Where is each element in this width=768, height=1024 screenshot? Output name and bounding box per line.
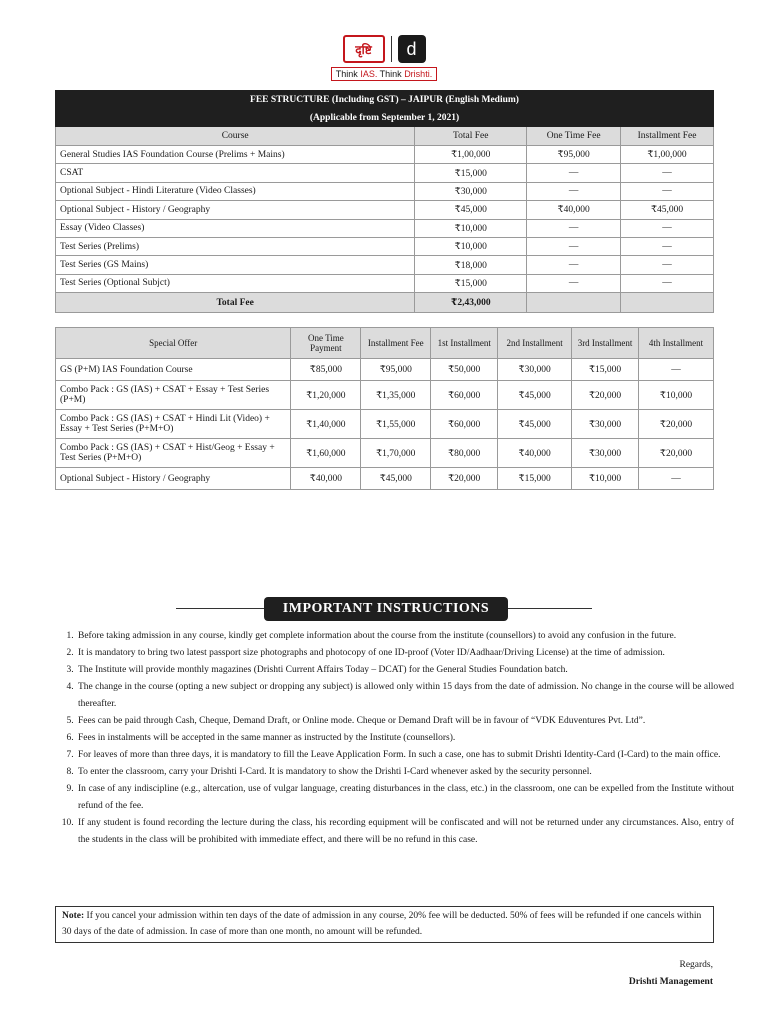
offer-name: Optional Subject - History / Geography bbox=[56, 468, 291, 490]
fee-cell: — bbox=[621, 237, 714, 255]
empty-cell bbox=[527, 293, 621, 313]
fee-cell: ₹10,000 bbox=[415, 237, 527, 255]
note-label: Note: bbox=[62, 911, 85, 921]
special-offer-table bbox=[55, 327, 714, 490]
column-header: One Time Fee bbox=[527, 127, 621, 146]
offer-fee-cell: ₹10,000 bbox=[572, 468, 639, 490]
fee-row bbox=[56, 164, 714, 182]
offer-fee-cell: ₹15,000 bbox=[572, 359, 639, 381]
offer-fee-cell: ₹45,000 bbox=[361, 468, 431, 490]
drishti-d-icon: d bbox=[398, 35, 426, 63]
fee-cell: — bbox=[527, 256, 621, 274]
offer-fee-cell: ₹85,000 bbox=[291, 359, 361, 381]
course-name: Optional Subject - History / Geography bbox=[56, 201, 415, 219]
fee-cell: ₹1,00,000 bbox=[621, 146, 714, 164]
column-header: Total Fee bbox=[415, 127, 527, 146]
fee-row bbox=[56, 256, 714, 274]
tagline-part: IAS. bbox=[360, 69, 378, 79]
offer-fee-cell: ₹20,000 bbox=[431, 468, 498, 490]
instruction-item: 8. To enter the classroom, carry your Drishti I-Card. It is mandatory to show the Drishti I-Card whenever asked by the security personnel. bbox=[76, 764, 734, 781]
fee-cell: — bbox=[621, 219, 714, 237]
fee-row bbox=[56, 201, 714, 219]
offer-row bbox=[56, 381, 714, 410]
note-text: If you cancel your admission within ten days of the date of admission in any course, 20% fee will be deducted. 50% of fees will be refunded if one cancels within 30 days of the date of admission. In case of more than one month, no amount will be refunded. bbox=[62, 911, 702, 937]
fee-cell: ₹18,000 bbox=[415, 256, 527, 274]
course-name: Test Series (Prelims) bbox=[56, 237, 415, 255]
fee-cell: — bbox=[527, 237, 621, 255]
signoff bbox=[629, 957, 713, 991]
instruction-item: 10. If any student is found recording the lecture during the class, his recording equipment will be confiscated and will not be returned under any circumstances. Also, entry of the students in the class will be prohibited with immediate effect, and there will be no refund in this case. bbox=[76, 815, 734, 849]
instruction-item: 7. For leaves of more than three days, it is mandatory to fill the Leave Application Form. In such a case, one has to submit Drishti Identity-Card (I-Card) to the main office. bbox=[76, 747, 734, 764]
fee-cell: ₹95,000 bbox=[527, 146, 621, 164]
total-fee-label: Total Fee bbox=[56, 293, 415, 313]
instruction-item: 9. In case of any indiscipline (e.g., altercation, use of vulgar language, creating disturbances in the class, etc.) in the classroom, one can be expelled from the Institute without refund of the fee. bbox=[76, 781, 734, 815]
offer-row bbox=[56, 359, 714, 381]
offer-fee-cell: ₹80,000 bbox=[431, 439, 498, 468]
course-name: Essay (Video Classes) bbox=[56, 219, 415, 237]
column-header: 3rd Installment bbox=[572, 328, 639, 359]
fee-table-title: FEE STRUCTURE (Including GST) – JAIPUR (English Medium) bbox=[56, 91, 714, 109]
offer-fee-cell: ₹50,000 bbox=[431, 359, 498, 381]
fee-cell: — bbox=[621, 182, 714, 200]
fee-cell: — bbox=[621, 256, 714, 274]
fee-cell: — bbox=[621, 274, 714, 292]
offer-row bbox=[56, 410, 714, 439]
offer-fee-cell: ₹10,000 bbox=[639, 381, 714, 410]
instruction-item: 2. It is mandatory to bring two latest passport size photographs and photocopy of one ID-proof (Voter ID/Aadhaar/Driving License) at the time of admission. bbox=[76, 645, 734, 662]
tagline-part: Drishti. bbox=[404, 69, 433, 79]
instruction-item: 4. The change in the course (opting a new subject or dropping any subject) is allowed only within 15 days from the date of admission. No change in the course will be allowed thereafter. bbox=[76, 679, 734, 713]
fee-cell: ₹30,000 bbox=[415, 182, 527, 200]
offer-name: Combo Pack : GS (IAS) + CSAT + Hist/Geog + Essay + Test Series (P+M+O) bbox=[56, 439, 291, 468]
instruction-item: 5. Fees can be paid through Cash, Cheque, Demand Draft, or Online mode. Cheque or Demand Draft will be in favour of “VDK Eduventures Pvt. Ltd”. bbox=[76, 713, 734, 730]
column-header: One Time Payment bbox=[291, 328, 361, 359]
offer-fee-cell: ₹20,000 bbox=[639, 410, 714, 439]
course-name: Test Series (Optional Subjct) bbox=[56, 274, 415, 292]
fee-row bbox=[56, 237, 714, 255]
column-header: 4th Installment bbox=[639, 328, 714, 359]
total-fee-value: ₹2,43,000 bbox=[415, 293, 527, 313]
fee-cell: — bbox=[527, 219, 621, 237]
fee-row bbox=[56, 182, 714, 200]
fee-cell: — bbox=[527, 164, 621, 182]
empty-cell bbox=[621, 293, 714, 313]
instruction-item: 3. The Institute will provide monthly magazines (Drishti Current Affairs Today – DCAT) for the General Studies Foundation batch. bbox=[76, 662, 734, 679]
offer-name: Combo Pack : GS (IAS) + CSAT + Hindi Lit (Video) + Essay + Test Series (P+M+O) bbox=[56, 410, 291, 439]
offer-fee-cell: ₹30,000 bbox=[572, 439, 639, 468]
offer-fee-cell: — bbox=[639, 468, 714, 490]
fee-cell: ₹10,000 bbox=[415, 219, 527, 237]
tagline-part: Think bbox=[377, 69, 405, 79]
drishti-logo-mark: दृष्टि bbox=[343, 35, 385, 63]
offer-row bbox=[56, 439, 714, 468]
fee-cell: ₹1,00,000 bbox=[415, 146, 527, 164]
offer-fee-cell: ₹60,000 bbox=[431, 410, 498, 439]
column-header: 1st Installment bbox=[431, 328, 498, 359]
offer-fee-cell: ₹45,000 bbox=[498, 410, 572, 439]
column-header: Installment Fee bbox=[361, 328, 431, 359]
fee-structure-table bbox=[55, 90, 714, 313]
fee-cell: ₹40,000 bbox=[527, 201, 621, 219]
offer-fee-cell: ₹1,40,000 bbox=[291, 410, 361, 439]
fee-cell: — bbox=[621, 164, 714, 182]
offer-fee-cell: ₹30,000 bbox=[498, 359, 572, 381]
offer-name: Combo Pack : GS (IAS) + CSAT + Essay + Test Series (P+M) bbox=[56, 381, 291, 410]
column-header: Special Offer bbox=[56, 328, 291, 359]
offer-fee-cell: ₹30,000 bbox=[572, 410, 639, 439]
logo-divider bbox=[391, 36, 392, 62]
offer-fee-cell: — bbox=[639, 359, 714, 381]
course-name: Test Series (GS Mains) bbox=[56, 256, 415, 274]
fee-row bbox=[56, 219, 714, 237]
fee-table-subtitle: (Applicable from September 1, 2021) bbox=[56, 109, 714, 127]
instruction-item: 6. Fees in instalments will be accepted in the same manner as instructed by the Institute (counsellors). bbox=[76, 730, 734, 747]
column-header: Course bbox=[56, 127, 415, 146]
offer-name: GS (P+M) IAS Foundation Course bbox=[56, 359, 291, 381]
instruction-item: 1. Before taking admission in any course, kindly get complete information about the course from the institute (counsellors) to avoid any confusion in the future. bbox=[76, 628, 734, 645]
offer-fee-cell: ₹1,55,000 bbox=[361, 410, 431, 439]
offer-row bbox=[56, 468, 714, 490]
important-instructions-heading bbox=[176, 597, 592, 621]
fee-cell: ₹15,000 bbox=[415, 274, 527, 292]
fee-cell: ₹45,000 bbox=[621, 201, 714, 219]
fee-cell: — bbox=[527, 182, 621, 200]
offer-fee-cell: ₹45,000 bbox=[498, 381, 572, 410]
offer-fee-cell: ₹40,000 bbox=[498, 439, 572, 468]
tagline-part: Think bbox=[335, 69, 361, 79]
offer-fee-cell: ₹60,000 bbox=[431, 381, 498, 410]
drishti-logo bbox=[331, 34, 437, 82]
offer-fee-cell: ₹1,70,000 bbox=[361, 439, 431, 468]
offer-fee-cell: ₹40,000 bbox=[291, 468, 361, 490]
fee-cell: ₹45,000 bbox=[415, 201, 527, 219]
offer-fee-cell: ₹1,20,000 bbox=[291, 381, 361, 410]
fee-cell: ₹15,000 bbox=[415, 164, 527, 182]
logo-tagline bbox=[331, 67, 437, 81]
instructions-list bbox=[56, 628, 734, 849]
column-header: Installment Fee bbox=[621, 127, 714, 146]
signoff-name: Drishti Management bbox=[628, 977, 713, 987]
offer-fee-cell: ₹20,000 bbox=[639, 439, 714, 468]
offer-fee-cell: ₹95,000 bbox=[361, 359, 431, 381]
offer-fee-cell: ₹20,000 bbox=[572, 381, 639, 410]
regards-text: Regards, bbox=[679, 960, 713, 970]
fee-row bbox=[56, 146, 714, 164]
instructions-title: IMPORTANT INSTRUCTIONS bbox=[264, 597, 508, 621]
fee-row bbox=[56, 274, 714, 292]
offer-fee-cell: ₹1,60,000 bbox=[291, 439, 361, 468]
refund-note bbox=[55, 906, 714, 943]
course-name: CSAT bbox=[56, 164, 415, 182]
column-header: 2nd Installment bbox=[498, 328, 572, 359]
offer-fee-cell: ₹1,35,000 bbox=[361, 381, 431, 410]
offer-fee-cell: ₹15,000 bbox=[498, 468, 572, 490]
course-name: General Studies IAS Foundation Course (Prelims + Mains) bbox=[56, 146, 415, 164]
course-name: Optional Subject - Hindi Literature (Video Classes) bbox=[56, 182, 415, 200]
fee-cell: — bbox=[527, 274, 621, 292]
